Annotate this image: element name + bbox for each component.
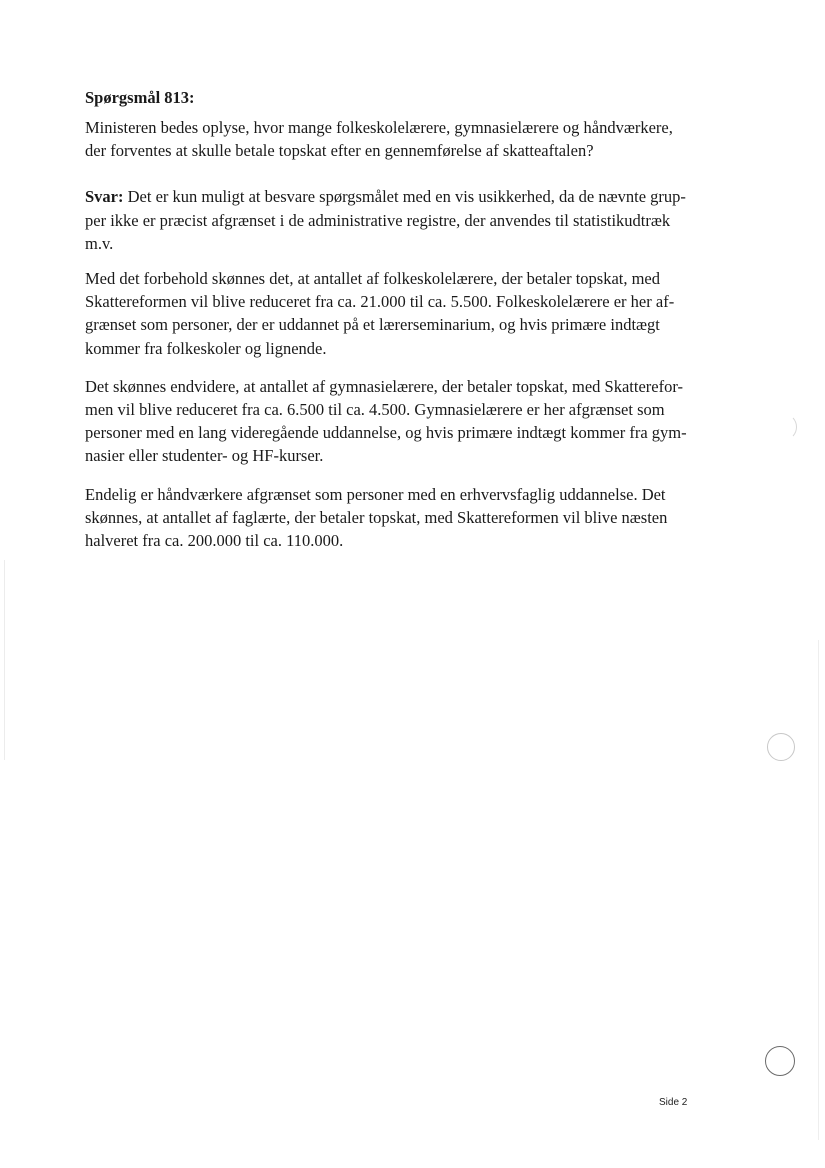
paragraph-line: personer med en lang videregående uddannelse, og hvis primære indtægt kommer fra gym- [85, 423, 687, 443]
paragraph-line: grænset som personer, der er uddannet på et lærerseminarium, og hvis primære indtægt [85, 315, 660, 335]
paragraph-line: nasier eller studenter- og HF-kurser. [85, 446, 324, 466]
answer-line: per ikke er præcist afgrænset i de administrative registre, der anvendes til statistikudtræk [85, 210, 671, 230]
answer-label: Svar: [85, 187, 124, 207]
document-body [85, 86, 700, 567]
scan-edge-right [818, 640, 819, 1140]
answer-line [85, 185, 700, 208]
answer-paragraph [85, 185, 700, 255]
paragraph-haandvaerkere [85, 483, 700, 553]
punch-hole-mark [767, 733, 795, 761]
punch-hole-mark [773, 414, 797, 440]
scan-edge-left [4, 560, 5, 760]
paragraph-line: men vil blive reduceret fra ca. 6.500 til ca. 4.500. Gymnasielærere er her afgrænset som [85, 400, 665, 420]
paragraph-folkeskolelaerere [85, 267, 700, 360]
paragraph-line: skønnes, at antallet af faglærte, der betaler topskat, med Skattereformen vil blive næsten [85, 507, 668, 527]
question-line: der forventes at skulle betale topskat efter en gennemførelse af skatteaftalen? [85, 141, 594, 161]
paragraph-line: kommer fra folkeskoler og lignende. [85, 338, 327, 358]
paragraph-line: Skattereformen vil blive reduceret fra ca. 21.000 til ca. 5.500. Folkeskolelærere er her af- [85, 292, 675, 312]
paragraph-line: Med det forbehold skønnes det, at antallet af folkeskolelærere, der betaler topskat, med [85, 269, 661, 289]
paragraph-line: halveret fra ca. 200.000 til ca. 110.000. [85, 531, 344, 551]
page-number: Side 2 [659, 1097, 688, 1108]
answer-line-text: Det er kun muligt at besvare spørgsmålet med en vis usikkerhed, da de nævnte grup- [123, 187, 686, 207]
question-heading: Spørgsmål 813: [85, 88, 195, 107]
punch-hole-mark [765, 1046, 795, 1076]
question-line: Ministeren bedes oplyse, hvor mange folkeskolelærere, gymnasielærere og håndværkere, [85, 118, 673, 137]
paragraph-line: Endelig er håndværkere afgrænset som personer med en erhvervsfaglig uddannelse. Det [85, 484, 666, 504]
paragraph-gymnasielaerere [85, 375, 700, 468]
answer-line: m.v. [85, 233, 114, 253]
paragraph-line: Det skønnes endvidere, at antallet af gymnasielærere, der betaler topskat, med Skatterefor- [85, 376, 684, 396]
question-text [85, 116, 700, 162]
